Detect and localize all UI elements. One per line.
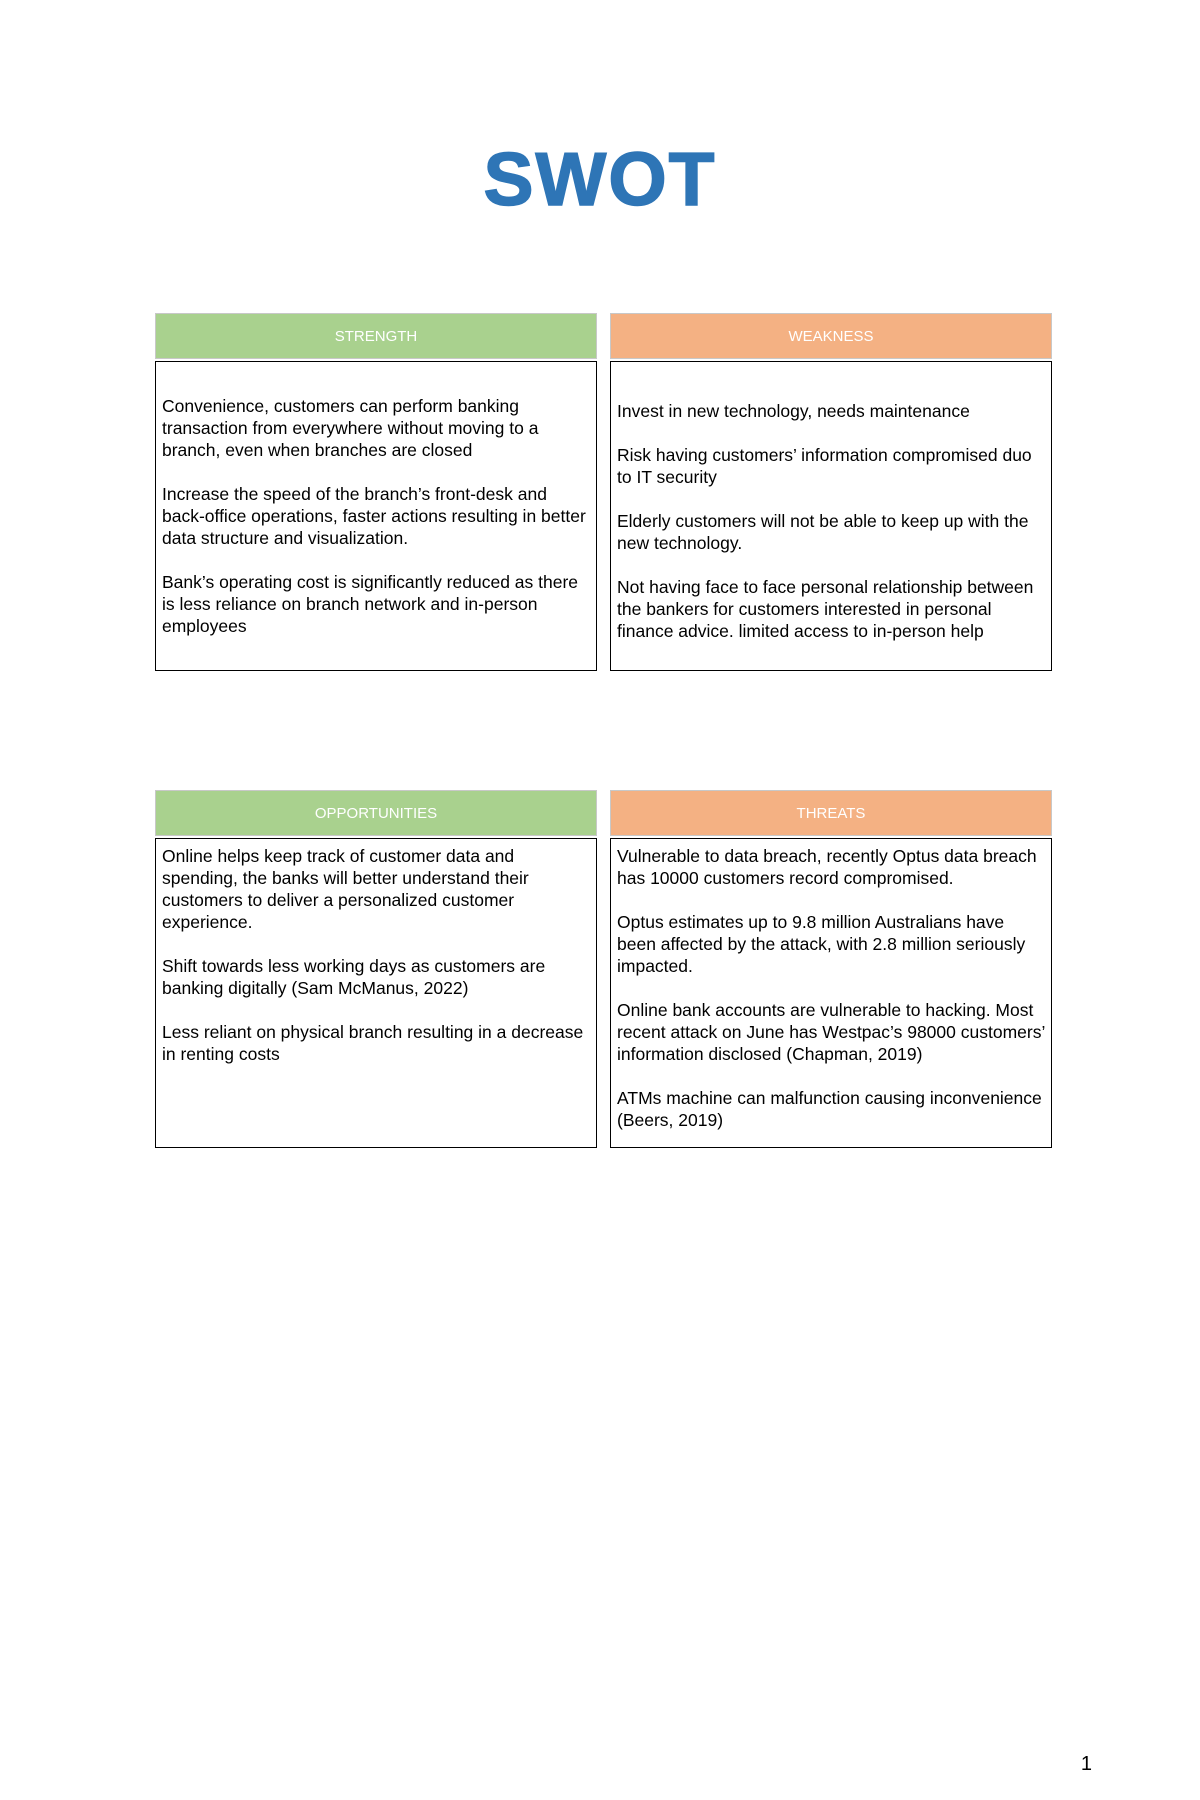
strength-item: Increase the speed of the branch’s front-desk and back-office operations, faster actions resulting in better data structure and visualization. bbox=[162, 484, 586, 548]
weakness-item: Not having face to face personal relationship between the bankers for customers interested in personal finance advice. limited access to in-person help bbox=[617, 577, 1034, 641]
weakness-item: Risk having customers’ information compromised duo to IT security bbox=[617, 445, 1032, 487]
opportunities-item: Less reliant on physical branch resulting in a decrease in renting costs bbox=[162, 1022, 584, 1064]
opportunities-item: Shift towards less working days as customers are banking digitally (Sam McManus, 2022) bbox=[162, 956, 546, 998]
strength-item: Bank’s operating cost is significantly reduced as there is less reliance on branch network and in-person employees bbox=[162, 572, 579, 636]
threats-item: ATMs machine can malfunction causing inconvenience (Beers, 2019) bbox=[617, 1088, 1042, 1130]
page-title: SWOT bbox=[483, 137, 717, 221]
strength-panel bbox=[155, 313, 597, 671]
weakness-body bbox=[610, 361, 1052, 671]
weakness-item: Invest in new technology, needs maintenance bbox=[617, 401, 970, 421]
threats-item: Optus estimates up to 9.8 million Australians have been affected by the attack, with 2.8 million seriously impacted. bbox=[617, 912, 1026, 976]
opportunities-body bbox=[155, 838, 597, 1148]
strength-item: Convenience, customers can perform banking transaction from everywhere without moving to a branch, even when branches are closed bbox=[162, 396, 539, 460]
threats-item: Vulnerable to data breach, recently Optus data breach has 10000 customers record compromised. bbox=[617, 846, 1037, 888]
weakness-item: Elderly customers will not be able to keep up with the new technology. bbox=[617, 511, 1029, 553]
threats-item: Online bank accounts are vulnerable to hacking. Most recent attack on June has Westpac’s 98000 customers’ information disclosed (Chapman, 2019) bbox=[617, 1000, 1045, 1064]
threats-header: THREATS bbox=[610, 790, 1052, 836]
threats-panel bbox=[610, 790, 1052, 1148]
opportunities-item: Online helps keep track of customer data and spending, the banks will better understand their customers to deliver a personalized customer experience. bbox=[162, 846, 529, 932]
page-number: 1 bbox=[1080, 1753, 1092, 1775]
weakness-panel bbox=[610, 313, 1052, 671]
weakness-header: WEAKNESS bbox=[610, 313, 1052, 359]
opportunities-header: OPPORTUNITIES bbox=[155, 790, 597, 836]
threats-body bbox=[610, 838, 1052, 1148]
opportunities-panel bbox=[155, 790, 597, 1148]
strength-body bbox=[155, 361, 597, 671]
strength-header: STRENGTH bbox=[155, 313, 597, 359]
